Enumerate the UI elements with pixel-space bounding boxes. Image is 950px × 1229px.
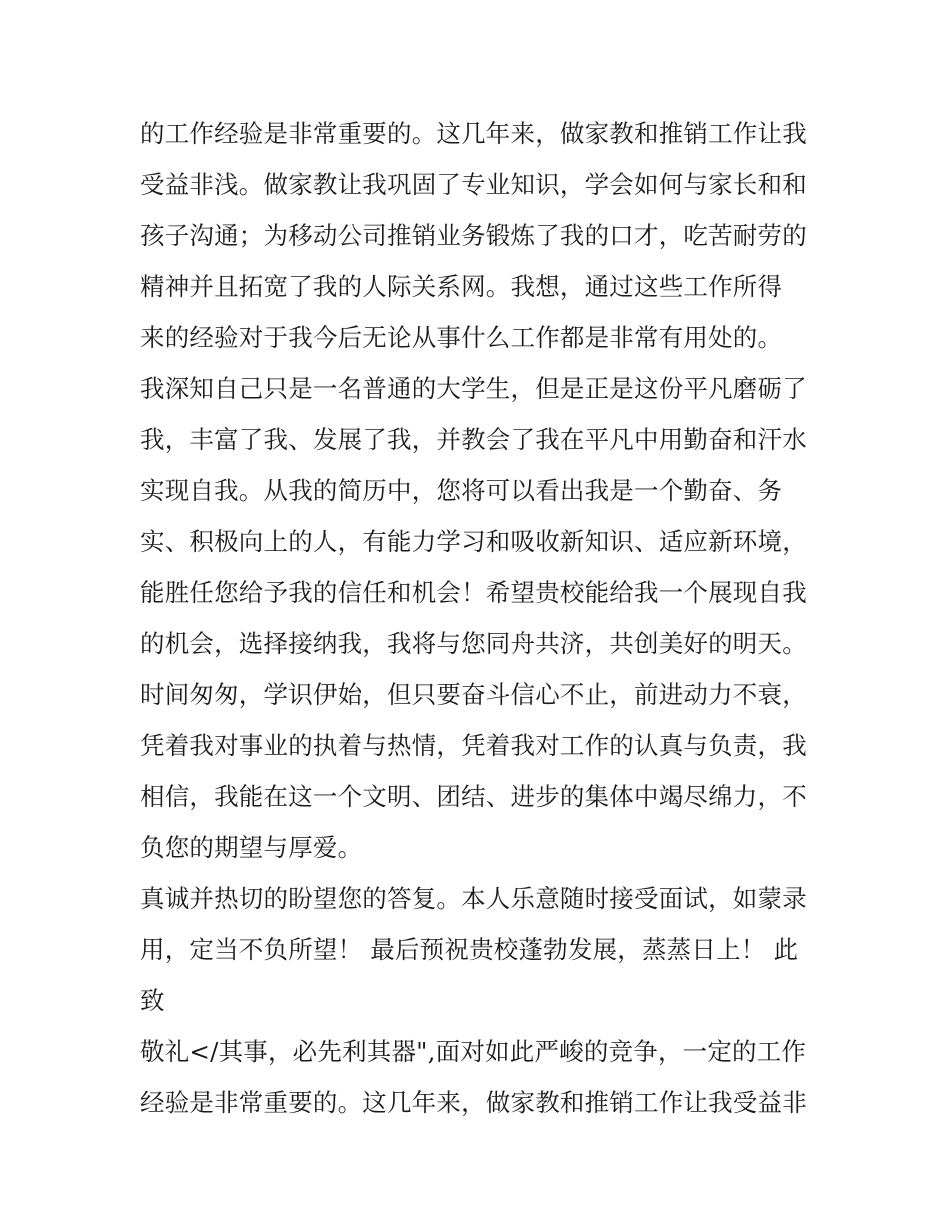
text-line: 时间匆匆，学识伊始，但只要奋斗信心不止，前进动力不衰， (140, 680, 807, 709)
text-line: 实、积极向上的人，有能力学习和吸收新知识、适应新环境， (140, 527, 807, 556)
text-line: 受益非浅。做家教让我巩固了专业知识，学会如何与家长和和 (140, 170, 807, 199)
text-line: 孩子沟通；为移动公司推销业务锻炼了我的口才，吃苦耐劳的 (140, 221, 807, 250)
text-line: 致 (140, 986, 165, 1015)
text-line: 我，丰富了我、发展了我，并教会了我在平凡中用勤奋和汗水 (140, 425, 807, 454)
letter-body (140, 108, 820, 1128)
text-line: 用，定当不负所望！ 最后预祝贵校蓬勃发展，蒸蒸日上！ 此 (140, 935, 799, 964)
text-line: 凭着我对事业的执着与热情，凭着我对工作的认真与负责，我 (140, 731, 807, 760)
text-line: 负您的期望与厚爱。 (140, 833, 363, 862)
text-line: 相信，我能在这一个文明、团结、进步的集体中竭尽绵力，不 (140, 782, 807, 811)
text-line: 精神并且拓宽了我的人际关系网。我想，通过这些工作所得 (140, 272, 783, 301)
text-line: 真诚并热切的盼望您的答复。本人乐意随时接受面试，如蒙录 (140, 884, 807, 913)
text-line: 能胜任您给予我的信任和机会！希望贵校能给我一个展现自我 (140, 578, 807, 607)
text-line: 的机会，选择接纳我，我将与您同舟共济，共创美好的明天。 (140, 629, 807, 658)
text-line: 实现自我。从我的简历中，您将可以看出我是一个勤奋、务 (140, 476, 783, 505)
text-line: 来的经验对于我今后无论从事什么工作都是非常有用处的。 (140, 323, 783, 352)
text-line: 敬礼</其事，必先利其器",面对如此严峻的竞争，一定的工作 (140, 1037, 807, 1066)
text-line: 我深知自己只是一名普通的大学生，但是正是这份平凡磨砺了 (140, 374, 807, 403)
text-line: 的工作经验是非常重要的。这几年来，做家教和推销工作让我 (140, 119, 807, 148)
text-line: 经验是非常重要的。这几年来，做家教和推销工作让我受益非 (140, 1088, 807, 1117)
